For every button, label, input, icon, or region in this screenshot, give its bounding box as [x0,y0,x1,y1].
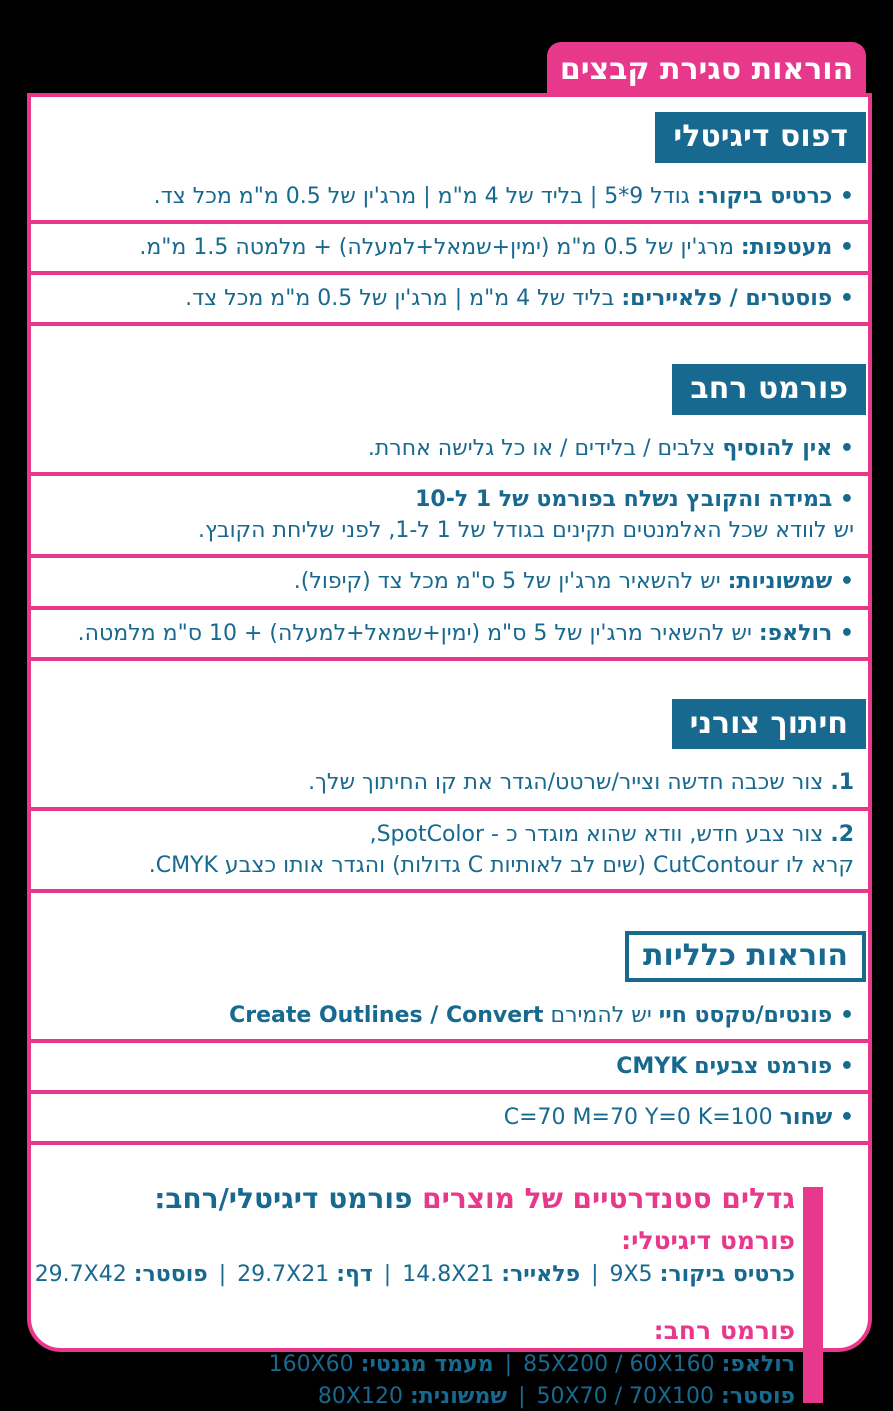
item-lead: • פוסטרים / פלאיירים: [621,285,854,311]
bullet-item [31,1043,868,1090]
size-label: שמשונית: [409,1383,508,1409]
digital-sizes-line [34,1260,795,1290]
bullet-item [31,275,868,322]
item-latin-bold: CMYK [616,1053,688,1079]
size-value: 160X60 [268,1351,354,1377]
item-text: יש להשאיר מרג'ין של 5 ס"מ (ימין+שמאל+למעלה) + 10 ס"מ מלמטה. [77,620,759,646]
size-label: כרטיס ביקור: [659,1261,795,1287]
pink-accent-bar [803,1187,823,1403]
size-label: דף: [336,1261,373,1287]
sizes-title-pink: גדלים סטנדרטיים של מוצרים [422,1182,795,1216]
item-text: יש להמירם [543,1002,659,1028]
item-lead: • מעטפות: [740,234,854,260]
item-lead: • פורמט צבעים [694,1053,854,1079]
section-header-wide-format: פורמט רחב [672,364,866,415]
separator-line [31,322,868,326]
separator-line [31,657,868,661]
wide-sizes-line-1 [39,1350,795,1380]
item-lead: • שחור [779,1105,854,1131]
section-header-row [31,699,866,750]
section-header-digital-print: דפוס דיגיטלי [655,112,866,163]
size-value: 85X200 / 60X160 [523,1351,715,1377]
size-label: פלאייר: [501,1261,581,1287]
section-header-general: הוראות כלליות [625,931,866,982]
item-text [773,1105,780,1130]
bullet-item [31,476,868,554]
sizes-title-teal: פורמט דיגיטלי/רחב: [154,1182,413,1216]
size-value: 29.7X21 [237,1261,330,1287]
item-lead: 1. [830,770,854,796]
instructions-card [27,93,872,1409]
wide-format-heading: פורמט רחב: [653,1316,795,1346]
bullet-item [31,224,868,271]
item-lead: • שמשוניות: [727,569,854,595]
item-text: גודל 9*5 | בליד של 4 מ"מ | מרג'ין של 0.5 מ"מ מכל צד. [153,183,697,209]
item-continuation: קרא לו CutContour (שים לב לאותיות C גדולות) והגדר אותו כצבע CMYK. [148,852,854,878]
bullet-item [31,173,868,220]
item-latin-bold: Create Outlines / Convert [229,1002,544,1028]
size-label: רולאפ: [721,1351,795,1377]
numbered-item [31,811,868,889]
size-value: 14.8X21 [402,1261,495,1287]
separator-line [31,889,868,893]
pipe-divider: | [383,1261,392,1287]
item-lead: • רולאפ: [758,620,854,646]
bullet-item [31,425,868,472]
separator-line [31,1141,868,1145]
bullet-item [31,992,868,1039]
section-header-contour-cut: חיתוך צורני [672,699,866,750]
pipe-divider: | [218,1261,227,1287]
item-text: יש להשאיר מרג'ין של 5 ס"מ מכל צד (קיפול). [293,569,728,595]
item-text: מרג'ין של 0.5 מ"מ (ימין+שמאל+למעלה) + מלמטה 1.5 מ"מ. [139,234,741,260]
sizes-title [39,1181,795,1216]
size-label: פוסטר: [721,1383,795,1409]
bullet-item [31,558,868,605]
item-text: בליד של 4 מ"מ | מרג'ין של 0.5 מ"מ מכל צד. [185,285,622,311]
page-title-tab [547,42,866,97]
size-value: 29.7X42 [34,1261,127,1287]
size-label: פוסטר: [133,1261,208,1287]
pipe-divider: | [591,1261,599,1287]
cmyk-values: C=70 M=70 Y=0 K=100 [503,1105,773,1131]
item-lead: • פונטים/טקסט חיי [658,1002,854,1028]
item-continuation: יש לוודא שכל האלמנטים תקינים בגודל של 1 ל-1, לפני שליחת הקובץ. [197,518,854,544]
section-header-row [31,364,866,415]
digital-format-heading: פורמט דיגיטלי: [621,1226,795,1256]
section-header-row [31,931,866,982]
item-lead: • במידה והקובץ נשלח בפורמט של 1 ל-10 [415,486,854,512]
wide-sizes-line-2 [39,1382,795,1411]
section-header-row [31,112,866,163]
item-lead: • כרטיס ביקור: [696,183,854,209]
size-value: 50X70 / 70X100 [536,1383,715,1409]
item-lead: 2. [830,821,854,847]
size-label: מעמד מגנטי: [360,1351,494,1377]
bullet-item [31,610,868,657]
size-value: 80X120 [317,1383,403,1409]
bullet-item [31,1094,868,1141]
item-text: צלבים / בלידים / או כל גלישה אחרת. [367,435,723,461]
pipe-divider: | [518,1383,526,1409]
item-lead: • אין להוסיף [722,435,854,461]
page-title: הוראות סגירת קבצים [559,52,854,87]
item-text: צור צבע חדש, וודא שהוא מוגדר כ - SpotColor, [369,821,831,847]
standard-sizes-section [31,1181,868,1411]
item-text: צור שכבה חדשה וצייר/שרטט/הגדר את קו החיתוך שלך. [308,770,831,796]
numbered-item [31,759,868,806]
pipe-divider: | [504,1351,513,1377]
size-value: 9X5 [609,1261,653,1287]
